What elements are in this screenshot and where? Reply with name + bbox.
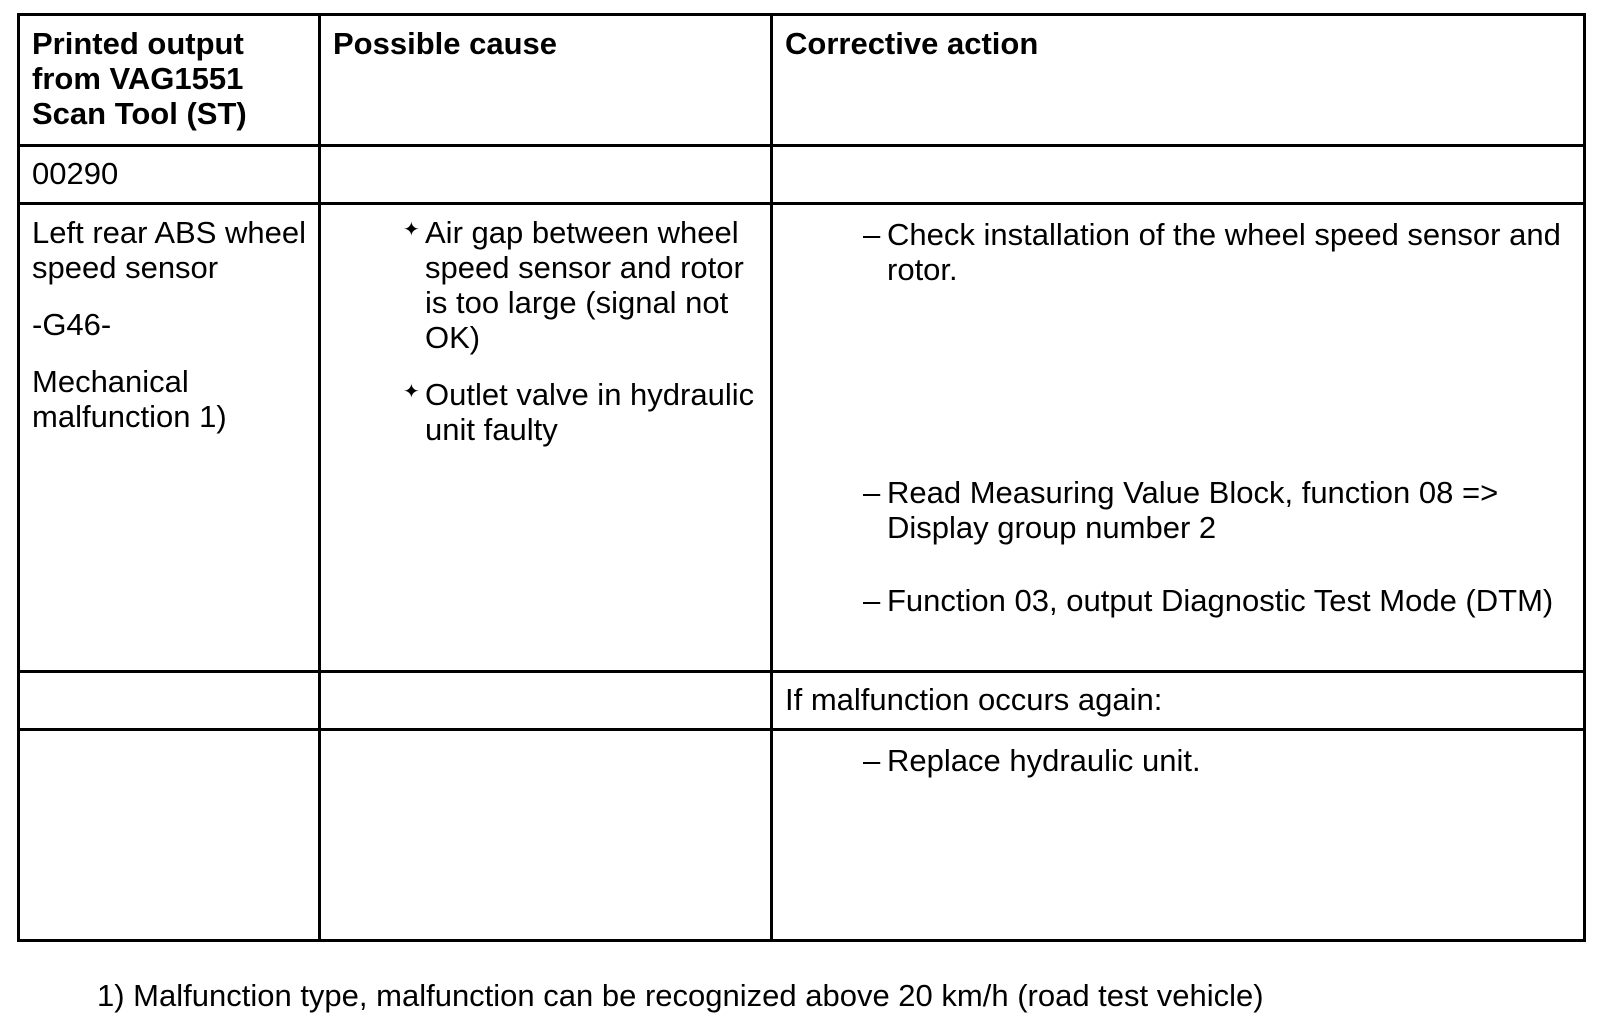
again-cell	[772, 672, 1585, 730]
star-bullet-icon: ✦	[403, 219, 420, 241]
action-list	[773, 205, 1583, 618]
fault-code: 00290	[32, 156, 119, 191]
action-text: Check installation of the wheel speed sensor and rotor.	[887, 217, 1561, 287]
table-row-code	[19, 146, 1585, 204]
diagnostic-table	[17, 13, 1586, 942]
again-label: If malfunction occurs again:	[785, 682, 1163, 717]
list-item	[401, 215, 764, 355]
fault-type: Mechanical malfunction 1)	[32, 364, 227, 434]
list-item	[863, 217, 1573, 287]
dash-bullet-icon: –	[863, 583, 881, 618]
table-row-again	[19, 672, 1585, 730]
header-possible-cause-label: Possible cause	[333, 26, 558, 61]
cause-list	[321, 205, 770, 447]
action-text: Read Measuring Value Block, function 08 => Display group number 2	[887, 475, 1499, 545]
final-action-list	[773, 731, 1583, 778]
footnote: 1) Malfunction type, malfunction can be recognized above 20 km/h (road test vehicle)	[97, 978, 1264, 1013]
table-header-row	[19, 15, 1585, 146]
header-corrective-action-label: Corrective action	[785, 26, 1039, 61]
table-row-final	[19, 730, 1585, 941]
dash-bullet-icon: –	[863, 217, 881, 252]
empty-cell	[320, 730, 772, 941]
action-text: Replace hydraulic unit.	[887, 743, 1201, 778]
action-text: Function 03, output Diagnostic Test Mode (DTM)	[887, 583, 1554, 618]
component-name: Left rear ABS wheel speed sensor	[32, 215, 306, 285]
empty-cell	[19, 672, 320, 730]
actions-cell	[772, 204, 1585, 672]
header-printed-output	[19, 15, 320, 146]
causes-cell	[320, 204, 772, 672]
cause-text: Outlet valve in hydraulic unit faulty	[425, 377, 755, 447]
header-printed-output-label: Printed output from VAG1551 Scan Tool (ST)	[32, 26, 247, 131]
header-corrective-action	[772, 15, 1585, 146]
component-cell	[19, 204, 320, 672]
list-item	[863, 583, 1573, 618]
empty-cell	[772, 146, 1585, 204]
star-bullet-icon: ✦	[403, 381, 420, 403]
fault-code-cell	[19, 146, 320, 204]
cause-text: Air gap between wheel speed sensor and rotor is too large (signal not OK)	[425, 215, 744, 355]
dash-bullet-icon: –	[863, 475, 881, 510]
header-possible-cause	[320, 15, 772, 146]
empty-cell	[320, 146, 772, 204]
final-action-cell	[772, 730, 1585, 941]
empty-cell	[19, 730, 320, 941]
list-item	[401, 377, 764, 447]
empty-cell	[320, 672, 772, 730]
component-id: -G46-	[32, 307, 112, 342]
table-row-main	[19, 204, 1585, 672]
list-item	[863, 743, 1573, 778]
dash-bullet-icon: –	[863, 743, 881, 778]
list-item	[863, 475, 1573, 545]
